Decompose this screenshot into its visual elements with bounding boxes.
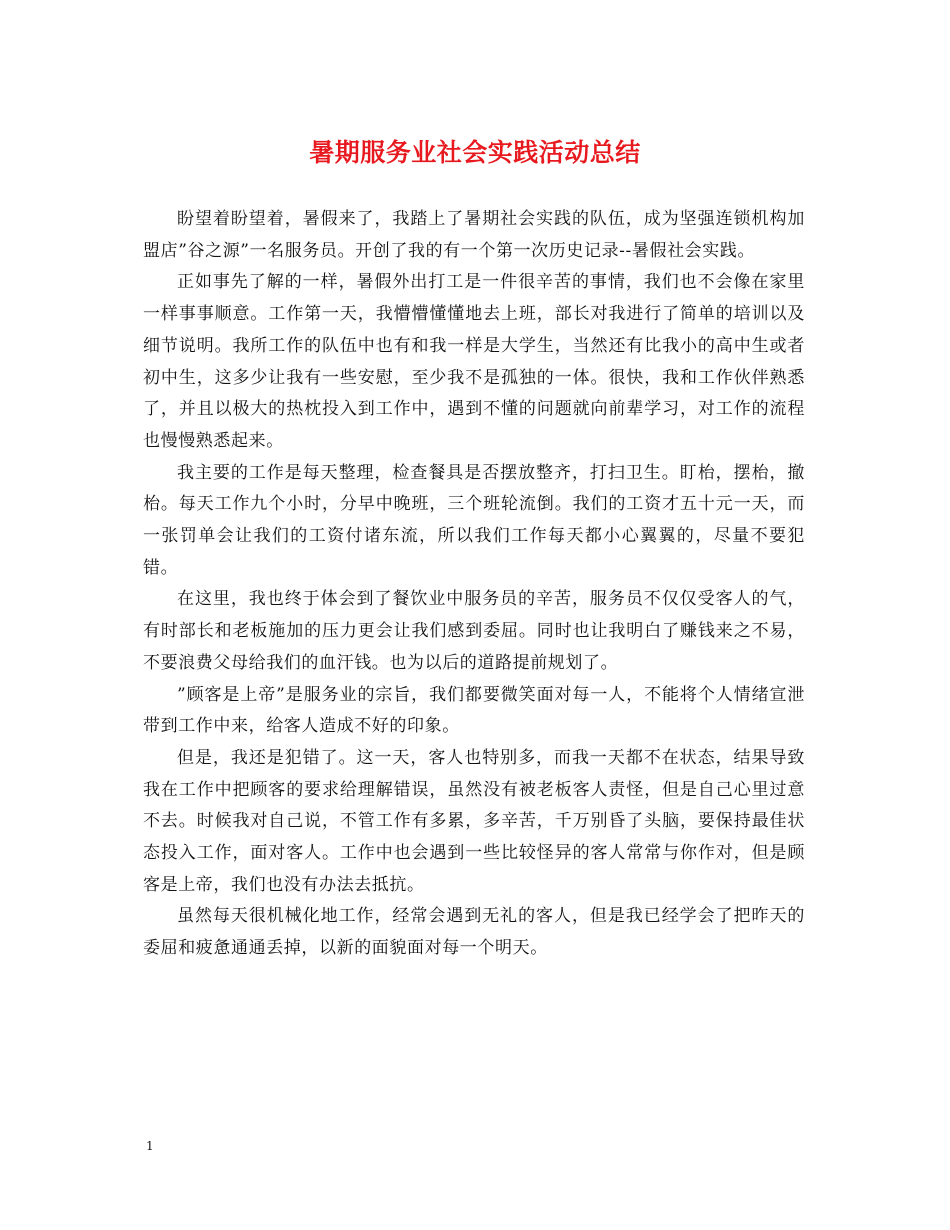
paragraph-4: 在这里，我也终于体会到了餐饮业中服务员的辛苦，服务员不仅仅受客人的气，有时部长和老板施加的压力更会让我们感到委屈。同时也让我明白了赚钱来之不易，不要浪费父母给我们的血汗钱。也为以后的道路提前规划了。 <box>143 589 805 673</box>
paragraph-6: 但是，我还是犯错了。这一天，客人也特别多，而我一天都不在状态，结果导致我在工作中把顾客的要求给理解错误，虽然没有被老板客人责怪，但是自己心里过意不去。时候我对自己说，不管工作有多累，多辛苦，千万别昏了头脑，要保持最佳状态投入工作，面对客人。工作中也会遇到一些比较怪异的客人常常与你作对，但是顾客是上帝，我们也没有办法去抵抗。 <box>143 747 805 895</box>
paragraph-7: 虽然每天很机械化地工作，经常会遇到无礼的客人，但是我已经学会了把昨天的委屈和疲惫通通丢掉，以新的面貌面对每一个明天。 <box>143 906 805 959</box>
paragraph-1: 盼望着盼望着，暑假来了，我踏上了暑期社会实践的队伍，成为坚强连锁机构加盟店”谷之源”一名服务员。开创了我的有一个第一次历史记录--暑假社会实践。 <box>143 209 805 261</box>
paragraph-3: 我主要的工作是每天整理，检查餐具是否摆放整齐，打扫卫生。盯枱，摆枱，撤枱。每天工作九个小时，分早中晚班，三个班轮流倒。我们的工资才五十元一天，而一张罚单会让我们的工资付诸东流，所以我们工作每天都小心翼翼的，尽量不要犯错。 <box>143 462 805 578</box>
paragraph-2: 正如事先了解的一样，暑假外出打工是一件很辛苦的事情，我们也不会像在家里一样事事顺意。工作第一天，我懵懵懂懂地去上班，部长对我进行了简单的培训以及细节说明。我所工作的队伍中也有和我一样是大学生，当然还有比我小的高中生或者初中生，这多少让我有一些安慰，至少我不是孤独的一体。很快，我和工作伙伴熟悉了，并且以极大的热枕投入到工作中，遇到不懂的问题就向前辈学习，对工作的流程也慢慢熟悉起来。 <box>143 272 805 451</box>
paragraph-5: ”顾客是上帝”是服务业的宗旨，我们都要微笑面对每一人，不能将个人情绪宣泄带到工作中来，给客人造成不好的印象。 <box>143 684 805 737</box>
document-body <box>143 204 805 965</box>
page-number: 1 <box>146 1139 154 1153</box>
document-title: 暑期服务业社会实践活动总结 <box>309 138 641 167</box>
